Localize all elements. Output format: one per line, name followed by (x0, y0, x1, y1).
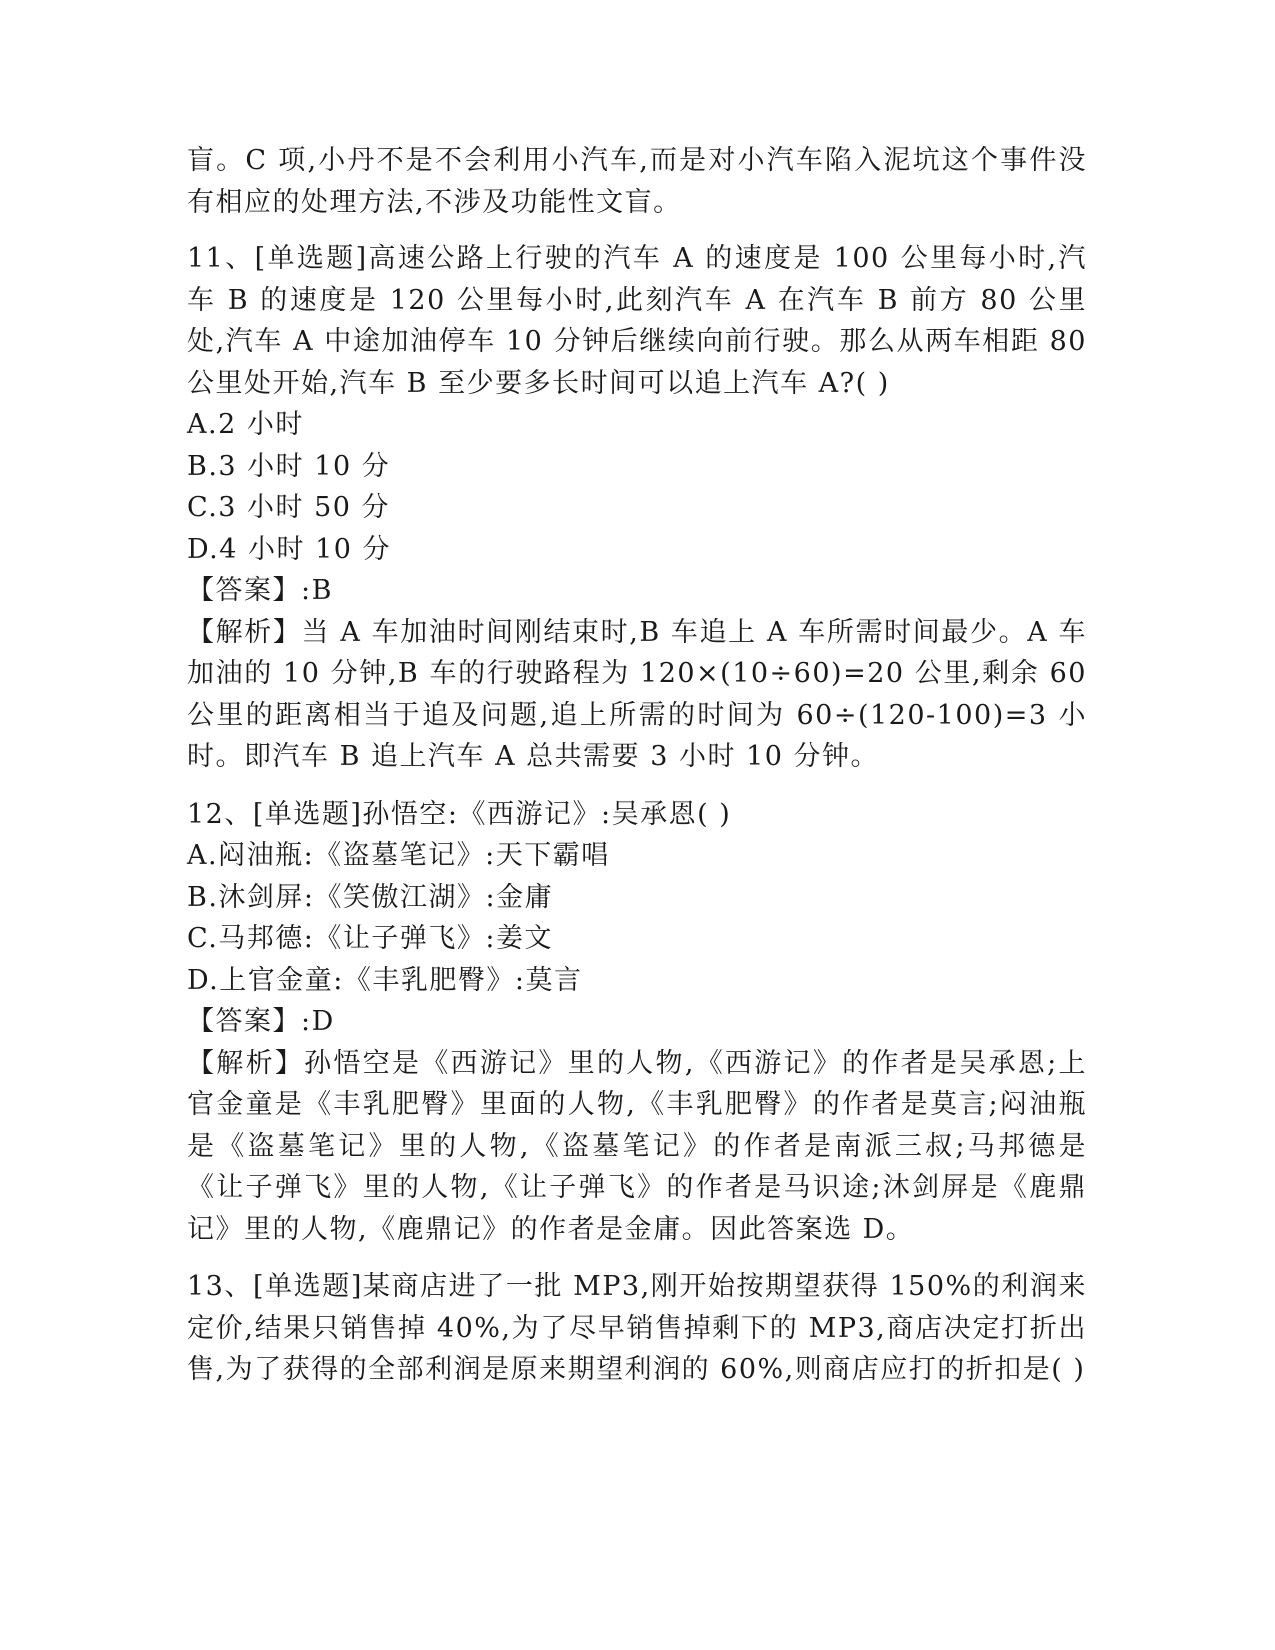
question-12-option-a: A.闷油瓶:《盗墓笔记》:天下霸唱 (187, 840, 610, 871)
question-12-option-d: D.上官金童:《丰乳肥臀》:莫言 (187, 964, 583, 996)
question-11-option-a: A.2 小时 (187, 409, 304, 440)
question-11-analysis: 【解析】当 A 车加油时间刚结束时,B 车追上 A 车所需时间最少。A 车加油的 10 分钟,B 车的行驶路程为 120×(10÷60)=20 公里,剩余 60 公里的距离相当于追及问题,追上所需的时间为 60÷(120-100)=3 小时。即汽车 B 追上汽车 A 总共需要 3 小时 10 分钟。 (187, 616, 1087, 772)
question-13-stem: 13、[单选题]某商店进了一批 MP3,刚开始按期望获得 150%的利润来定价,结果只销售掉 40%,为了尽早销售掉剩下的 MP3,商店决定打折出售,为了获得的全部利润是原来期望利润的 60%,则商店应打的折扣是( ) (187, 1271, 1087, 1385)
question-11-stem: 11、[单选题]高速公路上行驶的汽车 A 的速度是 100 公里每小时,汽车 B 的速度是 120 公里每小时,此刻汽车 A 在汽车 B 前方 80 公里处,汽车 A 中途加油停车 10 分钟后继续向前行驶。那么从两车相距 80 公里处开始,汽车 B 至少要多长时间可以追上汽车 A?( ) (187, 243, 1087, 399)
question-11-option-c: C.3 小时 50 分 (187, 492, 391, 523)
question-11-option-b: B.3 小时 10 分 (187, 450, 391, 482)
question-11-answer: 【答案】:B (187, 575, 333, 606)
document-body (187, 140, 1087, 1391)
question-13 (187, 1266, 1087, 1391)
question-12-answer: 【答案】:D (187, 1006, 335, 1037)
question-12-stem: 12、[单选题]孙悟空:《西游记》:吴承恩( ) (187, 798, 732, 830)
question-12-analysis: 【解析】孙悟空是《西游记》里的人物,《西游记》的作者是吴承恩;上官金童是《丰乳肥臀》里面的人物,《丰乳肥臀》的作者是莫言;闷油瓶是《盗墓笔记》里的人物,《盗墓笔记》的作者是南派三叔;马邦德是《让子弹飞》里的人物,《让子弹飞》的作者是马识途;沐剑屏是《鹿鼎记》里的人物,《鹿鼎记》的作者是金庸。因此答案选 D。 (187, 1047, 1087, 1245)
question-11-option-d: D.4 小时 10 分 (187, 533, 392, 565)
question-11 (187, 238, 1087, 778)
previous-analysis-tail: 盲。C 项,小丹不是不会利用小汽车,而是对小汽车陷入泥坑这个事件没有相应的处理方法,不涉及功能性文盲。 (187, 145, 1087, 218)
question-12-option-b: B.沐剑屏:《笑傲江湖》:金庸 (187, 881, 554, 913)
question-12 (187, 794, 1087, 1251)
question-12-option-c: C.马邦德:《让子弹飞》:姜文 (187, 923, 553, 954)
